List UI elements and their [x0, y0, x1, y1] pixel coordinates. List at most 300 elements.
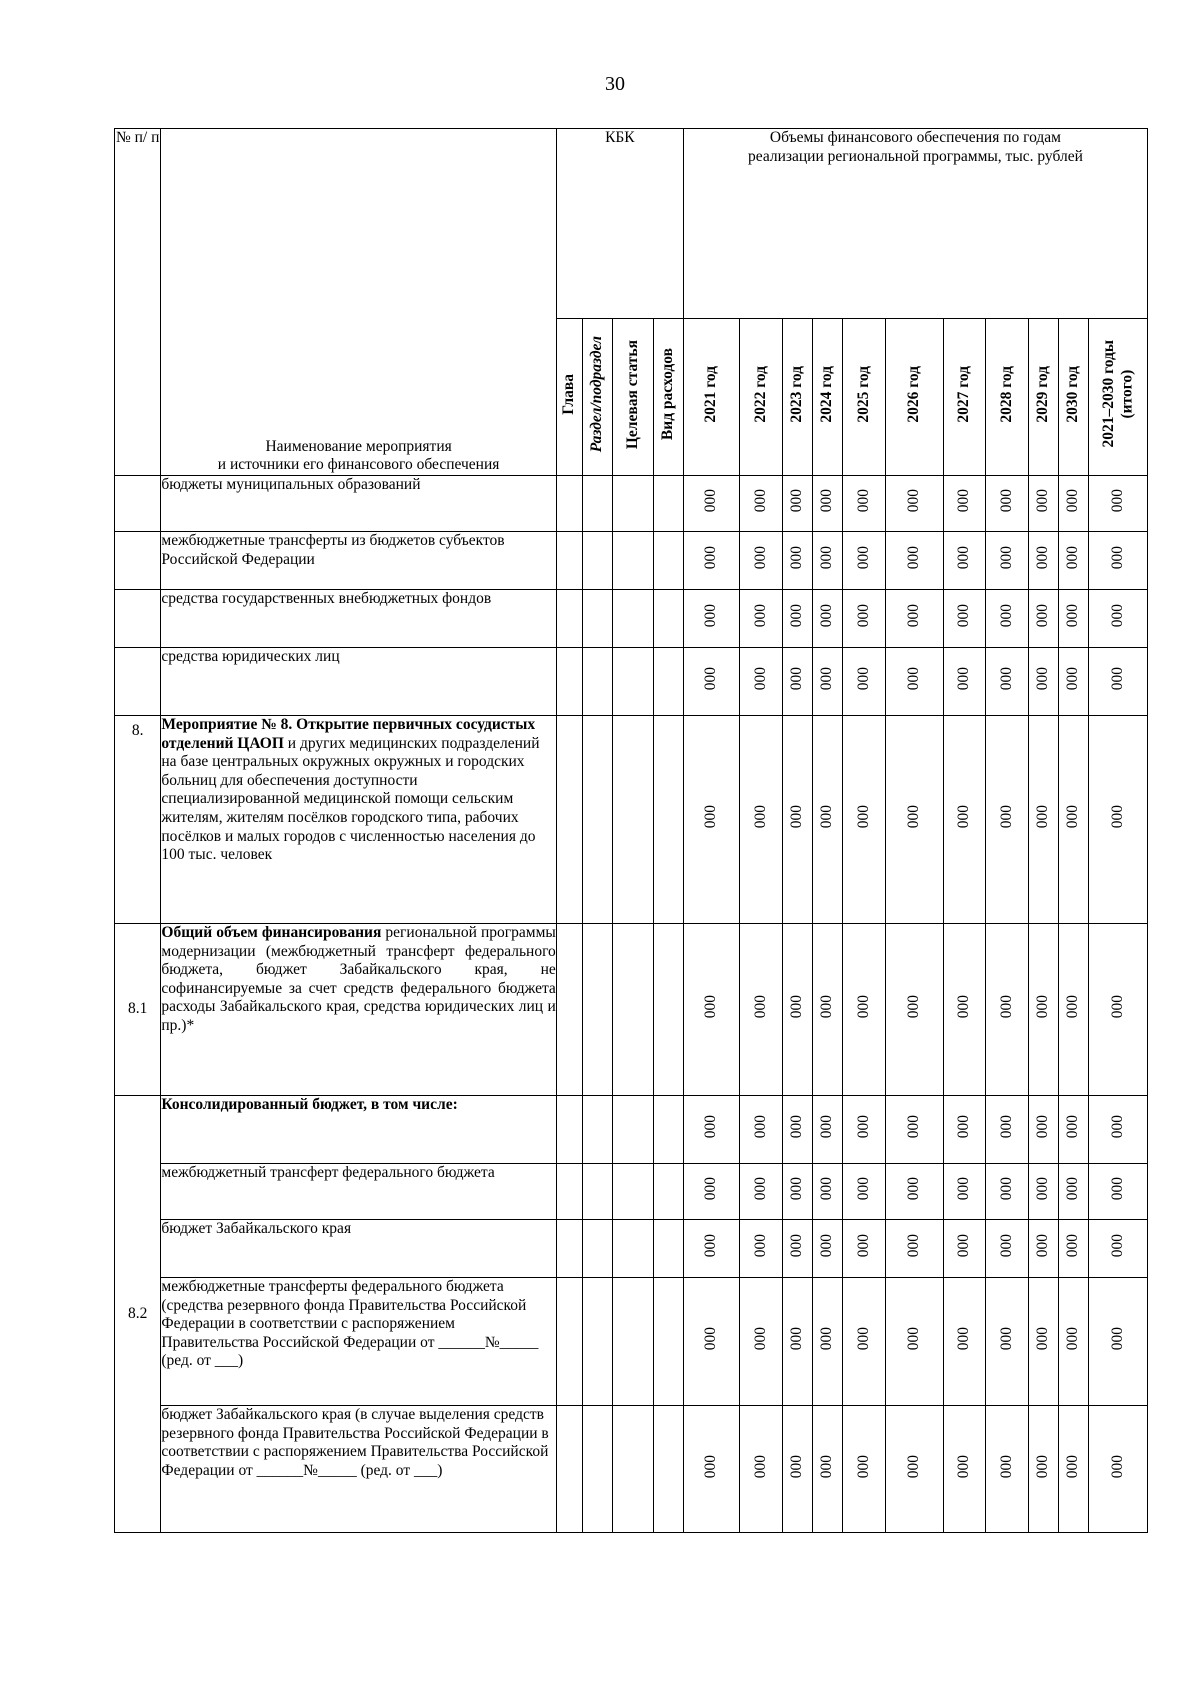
value-cell	[812, 1164, 842, 1220]
header-total-line1: 2021–2030 годы	[1099, 340, 1117, 448]
value-cell	[812, 1220, 842, 1278]
value-cell	[683, 1278, 739, 1406]
header-year-2023	[782, 319, 812, 476]
kbk-cell	[613, 476, 653, 532]
value-text: 000	[1108, 546, 1126, 570]
value-cell	[944, 590, 986, 648]
value-text: 000	[997, 1177, 1015, 1201]
kbk-cell	[556, 1220, 582, 1278]
kbk-cell	[556, 1096, 582, 1164]
value-cell	[812, 476, 842, 532]
value-text: 000	[854, 1177, 872, 1201]
value-cell	[843, 476, 885, 532]
value-text: 000	[854, 1115, 872, 1139]
value-text: 000	[818, 1454, 836, 1478]
value-cell	[944, 476, 986, 532]
header-year-label: 2029 год	[1034, 365, 1052, 423]
kbk-cell	[653, 476, 683, 532]
kbk-cell	[613, 1220, 653, 1278]
value-cell	[885, 476, 944, 532]
value-text: 000	[702, 995, 720, 1019]
value-cell	[986, 590, 1028, 648]
value-cell	[683, 716, 739, 924]
value-cell	[944, 532, 986, 590]
value-cell	[740, 1096, 782, 1164]
value-text: 000	[955, 995, 973, 1019]
value-cell	[782, 590, 812, 648]
value-cell	[683, 1164, 739, 1220]
row-number	[115, 532, 161, 590]
value-text: 000	[1064, 1115, 1082, 1139]
value-cell	[740, 532, 782, 590]
value-cell	[683, 532, 739, 590]
value-cell	[782, 1096, 812, 1164]
value-cell	[944, 1220, 986, 1278]
value-text: 000	[818, 805, 836, 829]
kbk-cell	[583, 648, 613, 716]
kbk-cell	[613, 1164, 653, 1220]
header-kbk-razdel-label: Раздел/подраздел	[588, 336, 606, 453]
value-cell	[843, 648, 885, 716]
kbk-cell	[583, 924, 613, 1096]
value-text: 000	[955, 805, 973, 829]
value-text: 000	[997, 995, 1015, 1019]
kbk-cell	[653, 1278, 683, 1406]
value-text: 000	[905, 805, 923, 829]
value-text: 000	[818, 1115, 836, 1139]
value-cell	[740, 924, 782, 1096]
value-text: 000	[818, 546, 836, 570]
value-text: 000	[905, 1115, 923, 1139]
header-kbk-tselevaya	[613, 319, 653, 476]
value-cell	[885, 1096, 944, 1164]
value-text: 000	[751, 667, 769, 691]
value-text: 000	[1108, 1454, 1126, 1478]
value-text: 000	[788, 546, 806, 570]
value-text: 000	[1108, 489, 1126, 513]
value-text: 000	[1034, 1234, 1052, 1258]
value-cell	[986, 1278, 1028, 1406]
value-cell	[782, 1406, 812, 1533]
row-name-text: межбюджетные трансферты из бюджетов субъектов Российской Федерации	[161, 532, 505, 568]
header-kbk: КБК	[556, 129, 683, 319]
value-cell	[843, 1406, 885, 1533]
value-cell	[1028, 590, 1058, 648]
value-text: 000	[1034, 1177, 1052, 1201]
value-cell	[1059, 924, 1089, 1096]
kbk-cell	[583, 590, 613, 648]
value-cell	[986, 1096, 1028, 1164]
table-row	[115, 924, 1148, 1096]
header-name-line1: Наименование мероприятия	[265, 437, 452, 455]
row-name-text: региональной программы модернизации (межбюджетный трансферт федерального бюджета, бюджет Забайкальского края, не софинансируемые за счет средств федерального бюджета расходы Забайкальского края, средства юридических лиц и пр.)*	[161, 924, 556, 1034]
value-cell	[812, 716, 842, 924]
value-cell	[986, 1406, 1028, 1533]
value-text: 000	[1064, 1177, 1082, 1201]
kbk-cell	[653, 1406, 683, 1533]
header-year-2030	[1059, 319, 1089, 476]
row-number	[115, 476, 161, 532]
value-cell	[843, 1220, 885, 1278]
value-text: 000	[905, 667, 923, 691]
table-row	[115, 590, 1148, 648]
header-kbk-vid	[653, 319, 683, 476]
row-name-bold: Консолидированный бюджет, в том числе:	[161, 1096, 458, 1113]
value-cell	[683, 924, 739, 1096]
kbk-cell	[556, 476, 582, 532]
value-cell	[683, 648, 739, 716]
header-year-label: 2021 год	[702, 365, 720, 423]
value-text: 000	[1034, 1115, 1052, 1139]
value-cell	[740, 1278, 782, 1406]
value-text: 000	[854, 995, 872, 1019]
value-cell	[843, 1164, 885, 1220]
value-cell	[843, 716, 885, 924]
value-text: 000	[751, 1234, 769, 1258]
value-cell	[1059, 476, 1089, 532]
value-cell	[740, 1220, 782, 1278]
header-year-label: 2028 год	[997, 365, 1015, 423]
kbk-cell	[653, 590, 683, 648]
value-text: 000	[905, 1234, 923, 1258]
header-kbk-vid-label: Вид расходов	[658, 348, 676, 441]
value-text: 000	[1064, 489, 1082, 513]
value-cell	[1028, 1406, 1058, 1533]
header-volumes	[683, 129, 1147, 319]
row-name	[161, 1164, 556, 1220]
header-year-label: 2030 год	[1064, 365, 1082, 423]
value-text: 000	[997, 546, 1015, 570]
header-kbk-glava	[556, 319, 582, 476]
value-cell	[1089, 924, 1148, 1096]
value-text: 000	[751, 1454, 769, 1478]
value-cell	[1089, 1406, 1148, 1533]
header-volumes-line2: реализации региональной программы, тыс. рублей	[748, 147, 1083, 165]
value-cell	[812, 1278, 842, 1406]
value-cell	[740, 1164, 782, 1220]
value-text: 000	[1064, 995, 1082, 1019]
value-text: 000	[854, 805, 872, 829]
row-name	[161, 1278, 556, 1406]
value-cell	[986, 1164, 1028, 1220]
value-text: 000	[955, 489, 973, 513]
value-text: 000	[955, 546, 973, 570]
value-text: 000	[1108, 1327, 1126, 1351]
value-text: 000	[788, 667, 806, 691]
kbk-cell	[556, 1278, 582, 1406]
value-text: 000	[702, 1454, 720, 1478]
kbk-cell	[613, 716, 653, 924]
row-name-text: бюджет Забайкальского края (в случае выделения средств резервного фонда Правительства Российской Федерации в соответствии с распоряжением Правительства Российской Федерации от ______№_____ (ред. от ___)	[161, 1406, 549, 1479]
value-cell	[1028, 1164, 1058, 1220]
value-cell	[1089, 1278, 1148, 1406]
value-cell	[1059, 1220, 1089, 1278]
value-cell	[1028, 532, 1058, 590]
value-cell	[885, 1278, 944, 1406]
header-year-2022	[740, 319, 782, 476]
value-text: 000	[997, 1454, 1015, 1478]
value-text: 000	[997, 489, 1015, 513]
table-row	[115, 1220, 1148, 1278]
value-text: 000	[1064, 1327, 1082, 1351]
value-cell	[812, 1096, 842, 1164]
value-text: 000	[702, 1327, 720, 1351]
table-row	[115, 1278, 1148, 1406]
value-text: 000	[854, 546, 872, 570]
value-cell	[944, 1278, 986, 1406]
value-cell	[1089, 476, 1148, 532]
value-text: 000	[854, 1234, 872, 1258]
row-name-bold: Общий объем финансирования	[161, 924, 382, 941]
value-cell	[1028, 1278, 1058, 1406]
value-cell	[812, 1406, 842, 1533]
value-text: 000	[702, 604, 720, 628]
kbk-cell	[556, 716, 582, 924]
value-cell	[1059, 1164, 1089, 1220]
value-text: 000	[751, 1327, 769, 1351]
value-cell	[885, 1406, 944, 1533]
value-text: 000	[955, 1327, 973, 1351]
kbk-cell	[556, 1164, 582, 1220]
value-cell	[1089, 1164, 1148, 1220]
value-text: 000	[702, 1115, 720, 1139]
value-text: 000	[1064, 604, 1082, 628]
value-cell	[782, 716, 812, 924]
kbk-cell	[583, 716, 613, 924]
value-text: 000	[702, 805, 720, 829]
value-cell	[986, 476, 1028, 532]
kbk-cell	[653, 532, 683, 590]
value-text: 000	[854, 604, 872, 628]
value-cell	[843, 590, 885, 648]
value-cell	[1089, 648, 1148, 716]
value-text: 000	[854, 667, 872, 691]
row-name	[161, 590, 556, 648]
value-text: 000	[1034, 1327, 1052, 1351]
value-cell	[740, 716, 782, 924]
kbk-cell	[613, 1406, 653, 1533]
kbk-cell	[556, 590, 582, 648]
kbk-cell	[653, 1220, 683, 1278]
kbk-cell	[583, 1406, 613, 1533]
row-name	[161, 716, 556, 924]
value-cell	[944, 1406, 986, 1533]
value-text: 000	[818, 1234, 836, 1258]
header-year-label: 2025 год	[854, 365, 872, 423]
value-text: 000	[1108, 805, 1126, 829]
header-total-line2: (итого)	[1118, 369, 1136, 419]
header-kbk-tselevaya-label: Целевая статья	[623, 339, 641, 449]
value-cell	[782, 924, 812, 1096]
table-row	[115, 648, 1148, 716]
value-text: 000	[788, 805, 806, 829]
table-row	[115, 476, 1148, 532]
value-cell	[1059, 1406, 1089, 1533]
value-text: 000	[751, 546, 769, 570]
value-text: 000	[955, 667, 973, 691]
row-name	[161, 1406, 556, 1533]
value-cell	[1028, 648, 1058, 716]
value-text: 000	[905, 1327, 923, 1351]
value-cell	[843, 1096, 885, 1164]
value-cell	[782, 648, 812, 716]
value-cell	[1059, 532, 1089, 590]
kbk-cell	[653, 648, 683, 716]
value-text: 000	[1108, 995, 1126, 1019]
value-text: 000	[751, 1115, 769, 1139]
kbk-cell	[613, 532, 653, 590]
row-name-text: бюджеты муниципальных образований	[161, 476, 421, 493]
header-year-2026	[885, 319, 944, 476]
value-cell	[843, 924, 885, 1096]
row-name	[161, 648, 556, 716]
value-cell	[1028, 716, 1058, 924]
value-cell	[683, 1220, 739, 1278]
row-name-text: и других медицинских подразделений на базе центральных окружных окружных и городских больниц для обеспечения доступности специализированной медицинской помощи сельским жителям, жителям посёлков городского типа, рабочих посёлков и малых городов с численностью населения до 100 тыс. человек	[161, 734, 540, 864]
kbk-cell	[613, 924, 653, 1096]
header-total-label	[1100, 340, 1137, 448]
value-cell	[812, 648, 842, 716]
header-total	[1089, 319, 1148, 476]
value-cell	[740, 590, 782, 648]
value-text: 000	[818, 489, 836, 513]
value-text: 000	[854, 1327, 872, 1351]
value-cell	[885, 648, 944, 716]
value-cell	[740, 648, 782, 716]
value-cell	[885, 590, 944, 648]
kbk-cell	[653, 1096, 683, 1164]
value-cell	[885, 1164, 944, 1220]
value-text: 000	[997, 1327, 1015, 1351]
row-number: 8.	[115, 716, 161, 924]
header-num: № п/ п	[115, 129, 161, 476]
value-cell	[812, 532, 842, 590]
value-cell	[986, 532, 1028, 590]
row-number-8-2: 8.2	[115, 1096, 161, 1533]
table-row	[115, 716, 1148, 924]
value-cell	[1059, 1096, 1089, 1164]
row-name	[161, 924, 556, 1096]
value-text: 000	[955, 604, 973, 628]
value-cell	[812, 590, 842, 648]
value-cell	[1089, 532, 1148, 590]
row-name-text: средства государственных внебюджетных фондов	[161, 590, 492, 607]
value-text: 000	[1034, 667, 1052, 691]
value-cell	[1028, 476, 1058, 532]
header-year-2024	[812, 319, 842, 476]
value-cell	[1028, 1096, 1058, 1164]
value-text: 000	[788, 1454, 806, 1478]
value-text: 000	[955, 1177, 973, 1201]
value-cell	[885, 1220, 944, 1278]
row-name-text: средства юридических лиц	[161, 648, 340, 665]
value-text: 000	[702, 1177, 720, 1201]
header-kbk-razdel	[583, 319, 613, 476]
value-text: 000	[905, 604, 923, 628]
value-text: 000	[1064, 546, 1082, 570]
financing-table	[114, 128, 1148, 1533]
value-cell	[944, 924, 986, 1096]
value-text: 000	[702, 489, 720, 513]
value-cell	[843, 1278, 885, 1406]
value-text: 000	[1108, 1177, 1126, 1201]
kbk-cell	[583, 476, 613, 532]
kbk-cell	[583, 1220, 613, 1278]
value-text: 000	[751, 1177, 769, 1201]
value-text: 000	[955, 1115, 973, 1139]
value-cell	[885, 924, 944, 1096]
value-text: 000	[788, 489, 806, 513]
kbk-cell	[556, 648, 582, 716]
value-text: 000	[997, 604, 1015, 628]
value-cell	[986, 924, 1028, 1096]
value-text: 000	[788, 995, 806, 1019]
row-name	[161, 532, 556, 590]
kbk-cell	[653, 716, 683, 924]
value-cell	[782, 1164, 812, 1220]
value-cell	[1059, 590, 1089, 648]
value-text: 000	[702, 546, 720, 570]
value-cell	[986, 716, 1028, 924]
value-text: 000	[1108, 604, 1126, 628]
value-cell	[1059, 716, 1089, 924]
kbk-cell	[583, 1278, 613, 1406]
value-cell	[1059, 1278, 1089, 1406]
kbk-cell	[613, 1278, 653, 1406]
value-cell	[683, 476, 739, 532]
header-year-2028	[986, 319, 1028, 476]
value-text: 000	[1064, 1234, 1082, 1258]
value-text: 000	[997, 667, 1015, 691]
value-text: 000	[1064, 805, 1082, 829]
value-cell	[944, 648, 986, 716]
kbk-cell	[653, 924, 683, 1096]
value-text: 000	[997, 1115, 1015, 1139]
table-row	[115, 532, 1148, 590]
value-text: 000	[818, 604, 836, 628]
value-text: 000	[818, 1327, 836, 1351]
header-year-2027	[944, 319, 986, 476]
row-number	[115, 648, 161, 716]
kbk-cell	[613, 648, 653, 716]
value-cell	[1089, 1220, 1148, 1278]
value-cell	[986, 1220, 1028, 1278]
value-text: 000	[751, 489, 769, 513]
value-text: 000	[1108, 1234, 1126, 1258]
value-cell	[683, 1096, 739, 1164]
value-text: 000	[997, 1234, 1015, 1258]
value-text: 000	[751, 604, 769, 628]
value-text: 000	[1064, 1454, 1082, 1478]
value-text: 000	[751, 805, 769, 829]
kbk-cell	[556, 1406, 582, 1533]
value-text: 000	[905, 489, 923, 513]
header-name-line2: и источники его финансового обеспечения	[217, 456, 500, 474]
kbk-cell	[613, 1096, 653, 1164]
value-cell	[683, 590, 739, 648]
value-text: 000	[788, 604, 806, 628]
value-cell	[1089, 1096, 1148, 1164]
value-cell	[944, 1164, 986, 1220]
value-text: 000	[702, 667, 720, 691]
value-cell	[1028, 1220, 1058, 1278]
header-year-label: 2026 год	[905, 365, 923, 423]
kbk-cell	[653, 1164, 683, 1220]
header-year-label: 2022 год	[751, 365, 769, 423]
row-name-bold: Мероприятие № 8. Открытие первичных сосудистых отделений ЦАОП	[161, 716, 536, 752]
value-text: 000	[854, 489, 872, 513]
value-cell	[812, 924, 842, 1096]
